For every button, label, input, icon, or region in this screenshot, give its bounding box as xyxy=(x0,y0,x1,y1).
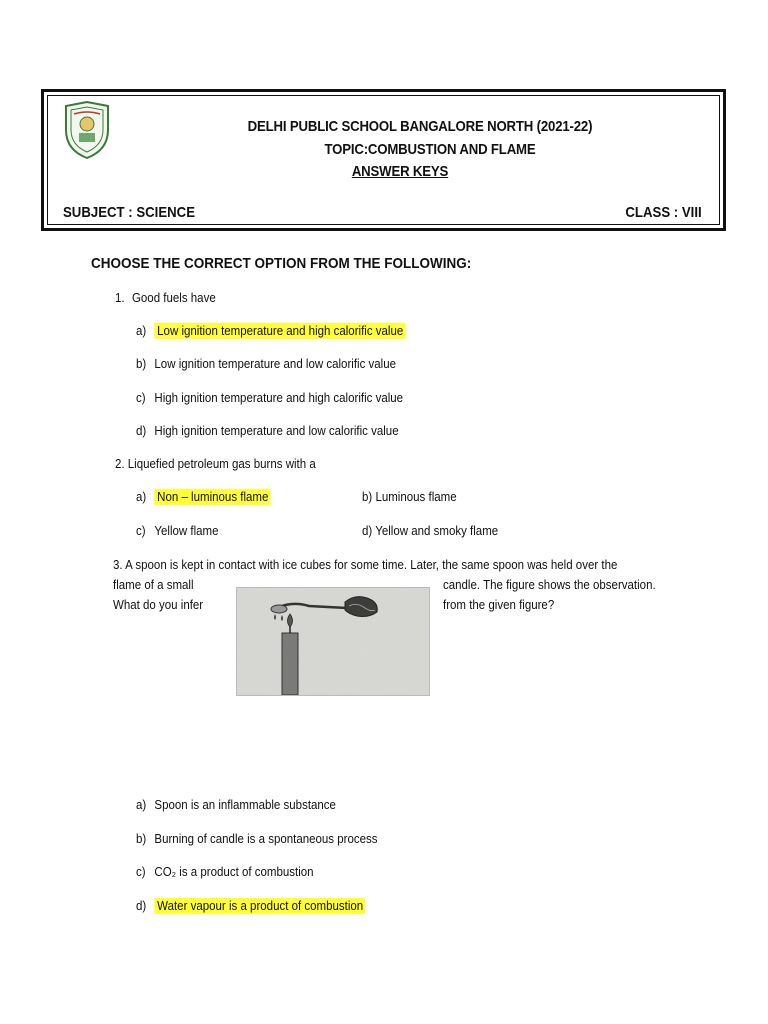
option-label: d) xyxy=(362,524,373,538)
option-text: High ignition temperature and high calorific value xyxy=(154,391,404,405)
option-text: Burning of candle is a spontaneous process xyxy=(154,832,378,846)
section-title: CHOOSE THE CORRECT OPTION FROM THE FOLLOWING: xyxy=(91,255,472,272)
option-label: b) xyxy=(136,357,147,371)
q3-option-c xyxy=(136,865,314,879)
question-text: Good fuels have xyxy=(131,291,216,305)
q2-option-d xyxy=(362,524,498,538)
option-text: CO₂ is a product of combustion xyxy=(154,865,314,879)
topic-title: TOPIC:COMBUSTION AND FLAME xyxy=(324,141,536,158)
option-label: a) xyxy=(136,798,147,812)
question-3-line-3-left: What do you infer xyxy=(113,598,204,612)
q2-option-c xyxy=(136,524,219,538)
option-text-correct: Low ignition temperature and high calorific value xyxy=(154,323,405,339)
answer-keys-title: ANSWER KEYS xyxy=(351,163,449,180)
q3-option-a xyxy=(136,798,336,812)
question-3-line-3-right: from the given figure? xyxy=(443,598,555,612)
q1-option-a xyxy=(136,324,405,338)
subject-label: SUBJECT : SCIENCE xyxy=(63,204,196,221)
q3-option-b xyxy=(136,832,378,846)
q1-option-b xyxy=(136,357,396,371)
option-text-correct: Non – luminous flame xyxy=(154,489,270,505)
q2-option-b xyxy=(362,490,457,504)
question-2: 2. Liquefied petroleum gas burns with a xyxy=(115,457,316,471)
option-label: d) xyxy=(136,899,147,913)
q1-option-c xyxy=(136,391,403,405)
q1-option-d xyxy=(136,424,399,438)
option-label: a) xyxy=(136,490,147,504)
option-label: c) xyxy=(136,865,146,879)
option-text: Low ignition temperature and low calorific value xyxy=(154,357,397,371)
option-text: Yellow and smoky flame xyxy=(375,524,499,538)
question-1 xyxy=(115,291,216,305)
q3-option-d xyxy=(136,899,365,913)
option-label: b) xyxy=(136,832,147,846)
school-name: DELHI PUBLIC SCHOOL BANGALORE NORTH (2021-22) xyxy=(247,118,593,135)
option-label: b) xyxy=(362,490,373,504)
option-label: c) xyxy=(136,524,146,538)
option-text: Spoon is an inflammable substance xyxy=(154,798,336,812)
option-text: Yellow flame xyxy=(154,524,219,538)
option-text-correct: Water vapour is a product of combustion xyxy=(154,898,365,914)
question-3-line-2-right: candle. The figure shows the observation. xyxy=(443,578,656,592)
question-number: 1. xyxy=(115,291,125,305)
spoon-candle-figure xyxy=(236,587,430,696)
option-text: High ignition temperature and low calorific value xyxy=(154,424,399,438)
option-label: d) xyxy=(136,424,147,438)
option-label: c) xyxy=(136,391,146,405)
class-label: CLASS : VIII xyxy=(625,204,702,221)
question-3-line-1: 3. A spoon is kept in contact with ice cubes for some time. Later, the same spoon was held over the xyxy=(113,558,618,572)
question-3-line-2-left: flame of a small xyxy=(113,578,194,592)
option-label: a) xyxy=(136,324,147,338)
q2-option-a xyxy=(136,490,270,504)
option-text: Luminous flame xyxy=(375,490,457,504)
